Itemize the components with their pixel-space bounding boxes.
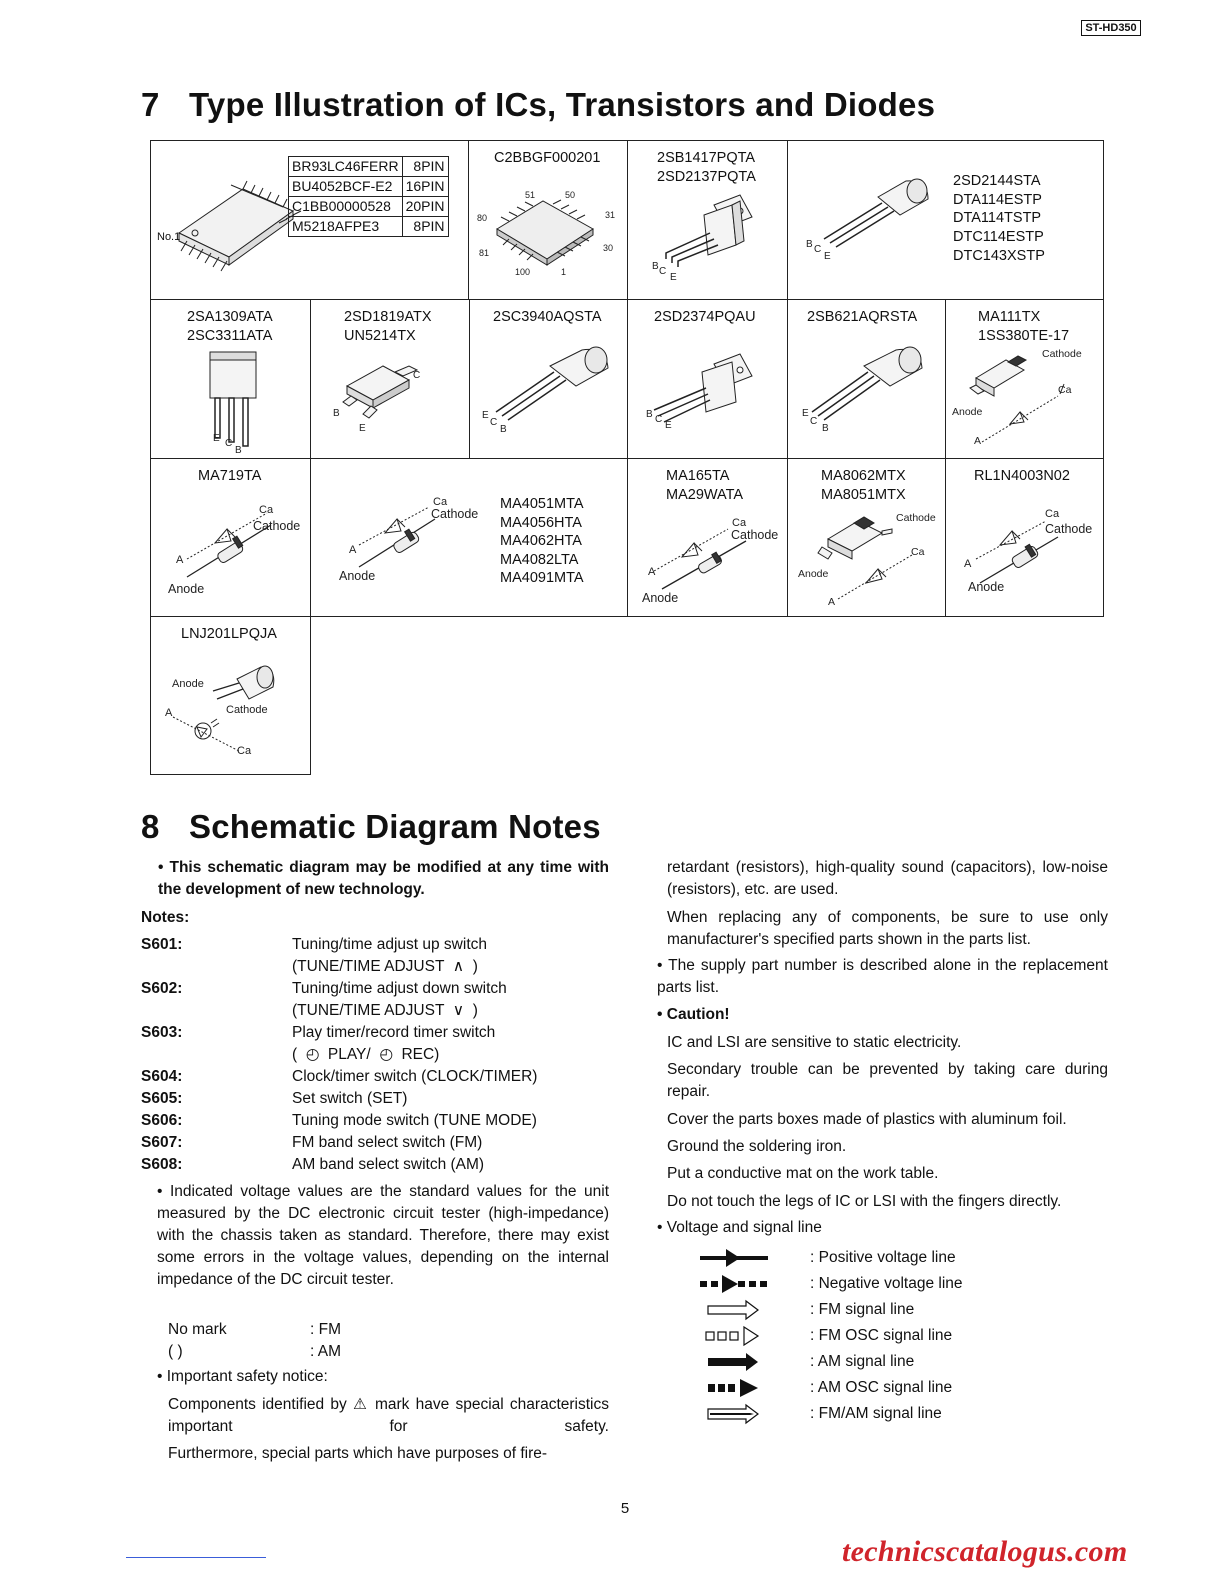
- a-label: A: [974, 435, 982, 447]
- ca-label: Ca: [237, 745, 252, 757]
- part-label: 2SD1819ATX: [344, 309, 432, 325]
- safety-p2-left: Furthermore, special parts which have purposes of fire-: [168, 1445, 548, 1462]
- caution-line: Put a conductive mat on the work table.: [667, 1165, 939, 1182]
- safety-p1-line1: [168, 1394, 609, 1438]
- page-number: 5: [620, 1500, 630, 1517]
- pin-e: E: [802, 408, 809, 419]
- qfp-pin: 30: [603, 243, 614, 253]
- legend-label: : Negative voltage line: [810, 1275, 963, 1292]
- qfp-pin: 31: [605, 210, 616, 220]
- part-label: 2SA1309ATA: [187, 309, 273, 325]
- pin-c: C: [810, 416, 818, 427]
- smd-diode-illustration: [788, 459, 946, 617]
- intro-note: [158, 857, 609, 901]
- pin-e: E: [824, 251, 831, 262]
- ic-part: BU4052BCF-E2: [289, 177, 403, 197]
- section-title-text: Type Illustration of ICs, Transistors and Diodes: [189, 86, 936, 123]
- caution-line: IC and LSI are sensitive to static electricity.: [667, 1034, 962, 1051]
- ca-label: Ca: [259, 504, 274, 516]
- part-label: DTA114TSTP: [953, 210, 1042, 226]
- fm-osc-signal-line-icon: [700, 1327, 772, 1345]
- ic-pins: 8PIN: [402, 217, 448, 237]
- caution-heading: [657, 1004, 730, 1026]
- qfp-part-label: C2BBGF000201: [494, 150, 601, 166]
- pin-c: C: [490, 417, 498, 428]
- caution-line: Cover the parts boxes made of plastics with aluminum foil.: [667, 1111, 1067, 1128]
- to220-illustration: [628, 300, 788, 459]
- pin-c: C: [655, 414, 663, 425]
- ic-pins: 8PIN: [402, 157, 448, 177]
- part-label: LNJ201LPQJA: [181, 626, 277, 642]
- pin-b: B: [652, 261, 659, 272]
- switch-ref: S602:: [141, 980, 183, 997]
- ic-pins: 20PIN: [402, 197, 448, 217]
- qfp-pin: 80: [477, 213, 488, 223]
- qfp-pin: 100: [515, 267, 531, 277]
- cathode-label: Cathode: [1042, 348, 1082, 360]
- qfp-pin: 1: [561, 267, 567, 277]
- switch-ref: S607:: [141, 1134, 183, 1151]
- anode-label: Anode: [798, 568, 829, 580]
- part-label: DTC114ESTP: [953, 229, 1044, 245]
- part-label: RL1N4003N02: [974, 468, 1070, 484]
- qfp-package-illustration: [469, 141, 628, 300]
- transistor-cell-r2c5: [787, 299, 946, 459]
- transistor-cell-r2c2: [310, 299, 470, 459]
- part-label: 2SB1417PQTA: [657, 150, 756, 166]
- pin-b: B: [235, 445, 242, 456]
- switch-desc: Set switch (SET): [292, 1090, 408, 1107]
- switch-desc-2: ( ◴ PLAY/ ◴ REC): [292, 1046, 440, 1063]
- bullet: •: [657, 1006, 663, 1023]
- notes-heading: Notes:: [141, 909, 190, 926]
- table-row: [289, 177, 449, 197]
- anode-label: Anode: [968, 580, 1005, 594]
- switch-ref: S604:: [141, 1068, 183, 1085]
- pin-e: E: [670, 272, 677, 283]
- ic-part: M5218AFPE3: [289, 217, 403, 237]
- pin-c: C: [225, 438, 233, 449]
- to92-illustration: [470, 300, 628, 459]
- part-label: DTC143XSTP: [953, 248, 1045, 264]
- qfp-pin: 81: [479, 248, 490, 258]
- cathode-label: Cathode: [253, 519, 301, 533]
- part-label: MA8051MTX: [821, 487, 906, 503]
- anode-label: Anode: [642, 591, 679, 605]
- to220-illustration: [628, 141, 788, 300]
- pin-b: B: [333, 408, 340, 419]
- cathode-label: Cathode: [1045, 522, 1093, 536]
- diode-cell-r3c1: [150, 458, 311, 617]
- transistor-cell-c3: [627, 140, 788, 300]
- transistor-cell-r2c1: [150, 299, 311, 459]
- cathode-label: Cathode: [431, 507, 479, 521]
- ic-part: BR93LC46FERR: [289, 157, 403, 177]
- axial-diode-illustration: [946, 459, 1104, 617]
- a-label: A: [176, 554, 184, 566]
- mark-value: : AM: [310, 1343, 342, 1360]
- watermark: technicscatalogus.com: [842, 1535, 1128, 1568]
- caution-line: Secondary trouble can be prevented by taking care during repair.: [667, 1061, 1108, 1100]
- mark-label: No mark: [168, 1321, 227, 1338]
- part-label: 2SD2374PQAU: [654, 309, 756, 325]
- ca-label: Ca: [433, 496, 448, 508]
- voltage-note: [157, 1181, 609, 1291]
- part-label: 2SD2137PQTA: [657, 169, 756, 185]
- am-osc-signal-line-icon: [700, 1379, 772, 1397]
- part-label: MA4082LTA: [500, 552, 579, 568]
- transistor-cell-c4: [787, 140, 1104, 300]
- switch-ref: S603:: [141, 1024, 183, 1041]
- led-illustration: [151, 617, 311, 775]
- switch-desc: Tuning/time adjust up switch: [292, 936, 487, 953]
- ic-pins: 16PIN: [402, 177, 448, 197]
- a-label: A: [828, 596, 836, 608]
- smd-diode-illustration: [946, 300, 1104, 459]
- anode-label: Anode: [952, 406, 983, 418]
- legend-label: : FM/AM signal line: [810, 1405, 942, 1422]
- cathode-label: Cathode: [731, 528, 779, 542]
- safety-heading-text: Important safety notice:: [166, 1368, 328, 1385]
- table-row: [289, 197, 449, 217]
- diode-cell-r3c3: [627, 458, 788, 617]
- switch-desc-2: (TUNE/TIME ADJUST ∧ ): [292, 958, 478, 975]
- safety-text-b: mark have special characteristics important for safety.: [168, 1396, 609, 1435]
- safety-p2-right: retardant (resistors), high-quality sound (capacitors), low-noise (resistors), etc. are used.: [667, 859, 1108, 898]
- section-title-text: Schematic Diagram Notes: [189, 808, 601, 845]
- caution-line: Ground the soldering iron.: [667, 1138, 847, 1155]
- pin-c: C: [413, 370, 421, 381]
- bullet: •: [158, 859, 164, 876]
- switch-ref: S605:: [141, 1090, 183, 1107]
- bullet: •: [157, 1183, 163, 1200]
- switch-desc: Tuning/time adjust down switch: [292, 980, 507, 997]
- part-label: 2SC3940AQSTA: [493, 309, 602, 325]
- pin-e: E: [482, 410, 489, 421]
- section-7-title: [141, 86, 935, 124]
- switch-desc: Clock/timer switch (CLOCK/TIMER): [292, 1068, 538, 1085]
- table-row: [289, 217, 449, 237]
- part-label: MA4091MTA: [500, 570, 584, 586]
- smd-transistor-illustration: [311, 300, 470, 459]
- model-tag: ST-HD350: [1081, 20, 1141, 36]
- pin-b: B: [500, 424, 507, 435]
- ca-label: Ca: [911, 546, 925, 558]
- switch-ref: S601:: [141, 936, 183, 953]
- axial-diode-illustration: [151, 459, 311, 617]
- part-label: 2SB621AQRSTA: [807, 309, 918, 325]
- am-signal-line-icon: [700, 1353, 772, 1371]
- led-cell: [150, 616, 311, 775]
- pin-e: E: [213, 433, 220, 444]
- part-label: MA29WATA: [666, 487, 744, 503]
- part-label: MA8062MTX: [821, 468, 906, 484]
- supply-note-text: The supply part number is described alone in the replacement parts list.: [657, 957, 1108, 996]
- part-label: MA4056HTA: [500, 515, 582, 531]
- warning-triangle-icon: ⚠: [352, 1396, 369, 1413]
- to92-illustration: [788, 300, 946, 459]
- to92-illustration: [788, 141, 958, 300]
- ic-pin-table: [288, 156, 449, 237]
- qfp-pin: 50: [565, 190, 576, 200]
- switch-desc: AM band select switch (AM): [292, 1156, 485, 1173]
- caution-line: Do not touch the legs of IC or LSI with the fingers directly.: [667, 1193, 1062, 1210]
- caution-heading-text: Caution!: [666, 1006, 730, 1023]
- qfp-pin: 51: [525, 190, 536, 200]
- legend-label: : FM OSC signal line: [810, 1327, 953, 1344]
- bullet: •: [657, 957, 663, 974]
- switch-ref: S606:: [141, 1112, 183, 1129]
- transistor-cell-r2c4: [627, 299, 788, 459]
- part-label: DTA114ESTP: [953, 192, 1042, 208]
- ca-label: Ca: [1058, 384, 1072, 396]
- a-label: A: [165, 707, 173, 719]
- legend-label: : Positive voltage line: [810, 1249, 956, 1266]
- section-8-title: [141, 808, 601, 846]
- safety-heading: [157, 1366, 328, 1388]
- supply-note: [657, 955, 1108, 999]
- mark-value: : FM: [310, 1321, 341, 1338]
- part-label: MA165TA: [666, 468, 730, 484]
- cathode-label: Cathode: [896, 512, 936, 524]
- a-label: A: [964, 558, 972, 570]
- footer-divider: [126, 1557, 266, 1558]
- bullet: •: [657, 1219, 663, 1236]
- qfp-cell: [468, 140, 628, 300]
- a-label: A: [349, 544, 357, 556]
- to126-illustration: [151, 300, 311, 459]
- a-label: A: [648, 566, 656, 578]
- pin-b: B: [646, 409, 653, 420]
- switch-desc: Play timer/record timer switch: [292, 1024, 496, 1041]
- axial-diode-illustration: [628, 459, 788, 617]
- cathode-label: Cathode: [226, 704, 268, 716]
- ic-part: C1BB00000528: [289, 197, 403, 217]
- table-row: [289, 157, 449, 177]
- part-label: MA719TA: [198, 468, 262, 484]
- axial-diode-illustration: [311, 459, 501, 617]
- transistor-cell-r2c3: [469, 299, 628, 459]
- replace-note: When replacing any of components, be sure to use only manufacturer's specified parts shown in the parts list.: [667, 909, 1108, 948]
- legend-label: : AM signal line: [810, 1353, 915, 1370]
- diode-cell-r3c2: [310, 458, 628, 617]
- part-label: 1SS380TE-17: [978, 328, 1070, 344]
- pin-b: B: [806, 239, 813, 250]
- anode-label: Anode: [168, 582, 205, 596]
- diode-cell-r3c4: [787, 458, 946, 617]
- part-label: MA111TX: [978, 309, 1041, 325]
- ca-label: Ca: [1045, 508, 1060, 520]
- voltage-signal-heading: [657, 1217, 822, 1239]
- diode-cell-r3c5: [945, 458, 1104, 617]
- part-label: 2SC3311ATA: [187, 328, 273, 344]
- ca-label: Ca: [732, 517, 747, 529]
- pin1-label: No.1: [157, 231, 181, 243]
- part-label: MA4062HTA: [500, 533, 582, 549]
- fm-signal-line-icon: [700, 1301, 772, 1319]
- section-number: 7: [141, 86, 160, 123]
- diode-cell-r2c6: [945, 299, 1104, 459]
- anode-label: Anode: [339, 569, 376, 583]
- legend-label: : AM OSC signal line: [810, 1379, 953, 1396]
- bullet: •: [157, 1368, 163, 1385]
- pin-c: C: [814, 244, 822, 255]
- pin-e: E: [359, 423, 366, 434]
- intro-text: This schematic diagram may be modified at any time with the development of new technology.: [158, 859, 609, 898]
- part-label: UN5214TX: [344, 328, 416, 344]
- pin-c: C: [659, 266, 667, 277]
- mark-label: ( ): [168, 1343, 183, 1360]
- switch-desc: Tuning mode switch (TUNE MODE): [292, 1112, 537, 1129]
- safety-text: Components identified by: [168, 1396, 347, 1413]
- part-label: MA4051MTA: [500, 496, 584, 512]
- anode-label: Anode: [172, 678, 204, 690]
- fm-am-signal-line-icon: [700, 1405, 772, 1423]
- voltage-signal-heading-text: Voltage and signal line: [666, 1219, 822, 1236]
- switch-desc: FM band select switch (FM): [292, 1134, 483, 1151]
- pin-b: B: [822, 423, 829, 434]
- voltage-note-text: Indicated voltage values are the standard values for the unit measured by the DC electronic circuit tester (high-impedance) with the chassis taken as standard. Therefore, there may exist some errors in the voltage values, depending on the internal impedance of the DC circuit tester.: [157, 1183, 610, 1288]
- switch-ref: S608:: [141, 1156, 183, 1173]
- negative-voltage-line-icon: [700, 1275, 772, 1293]
- part-label: 2SD2144STA: [953, 173, 1041, 189]
- legend-label: : FM signal line: [810, 1301, 915, 1318]
- section-number: 8: [141, 808, 160, 845]
- positive-voltage-line-icon: [700, 1249, 772, 1267]
- switch-desc-2: (TUNE/TIME ADJUST ∨ ): [292, 1002, 478, 1019]
- pin-e: E: [665, 420, 672, 431]
